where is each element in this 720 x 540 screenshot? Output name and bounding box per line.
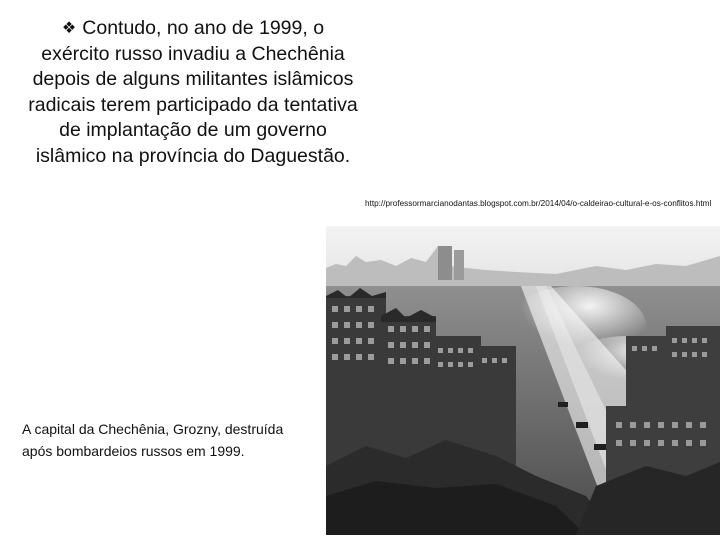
- photo-caption: A capital da Chechênia, Grozny, destruída após bombardeios russos em 1999.: [22, 421, 284, 459]
- main-bullet-text-block: [28, 16, 358, 169]
- diamond-bullet-icon: ❖: [61, 20, 77, 37]
- source-url: http://professormarcianodantas.blogspot.com.br/2014/04/o-caldeirao-cultural-e-os-conflitos.html: [365, 199, 712, 208]
- main-bullet-text: Contudo, no ano de 1999, o exército russo invadiu a Chechênia depois de alguns militantes islâmicos radicais terem participado da tentativa de implantação de um governo islâmico na província do Daguestão.: [28, 17, 358, 167]
- grozny-ruins-photo: [326, 226, 720, 535]
- photo-illustration: [326, 226, 720, 535]
